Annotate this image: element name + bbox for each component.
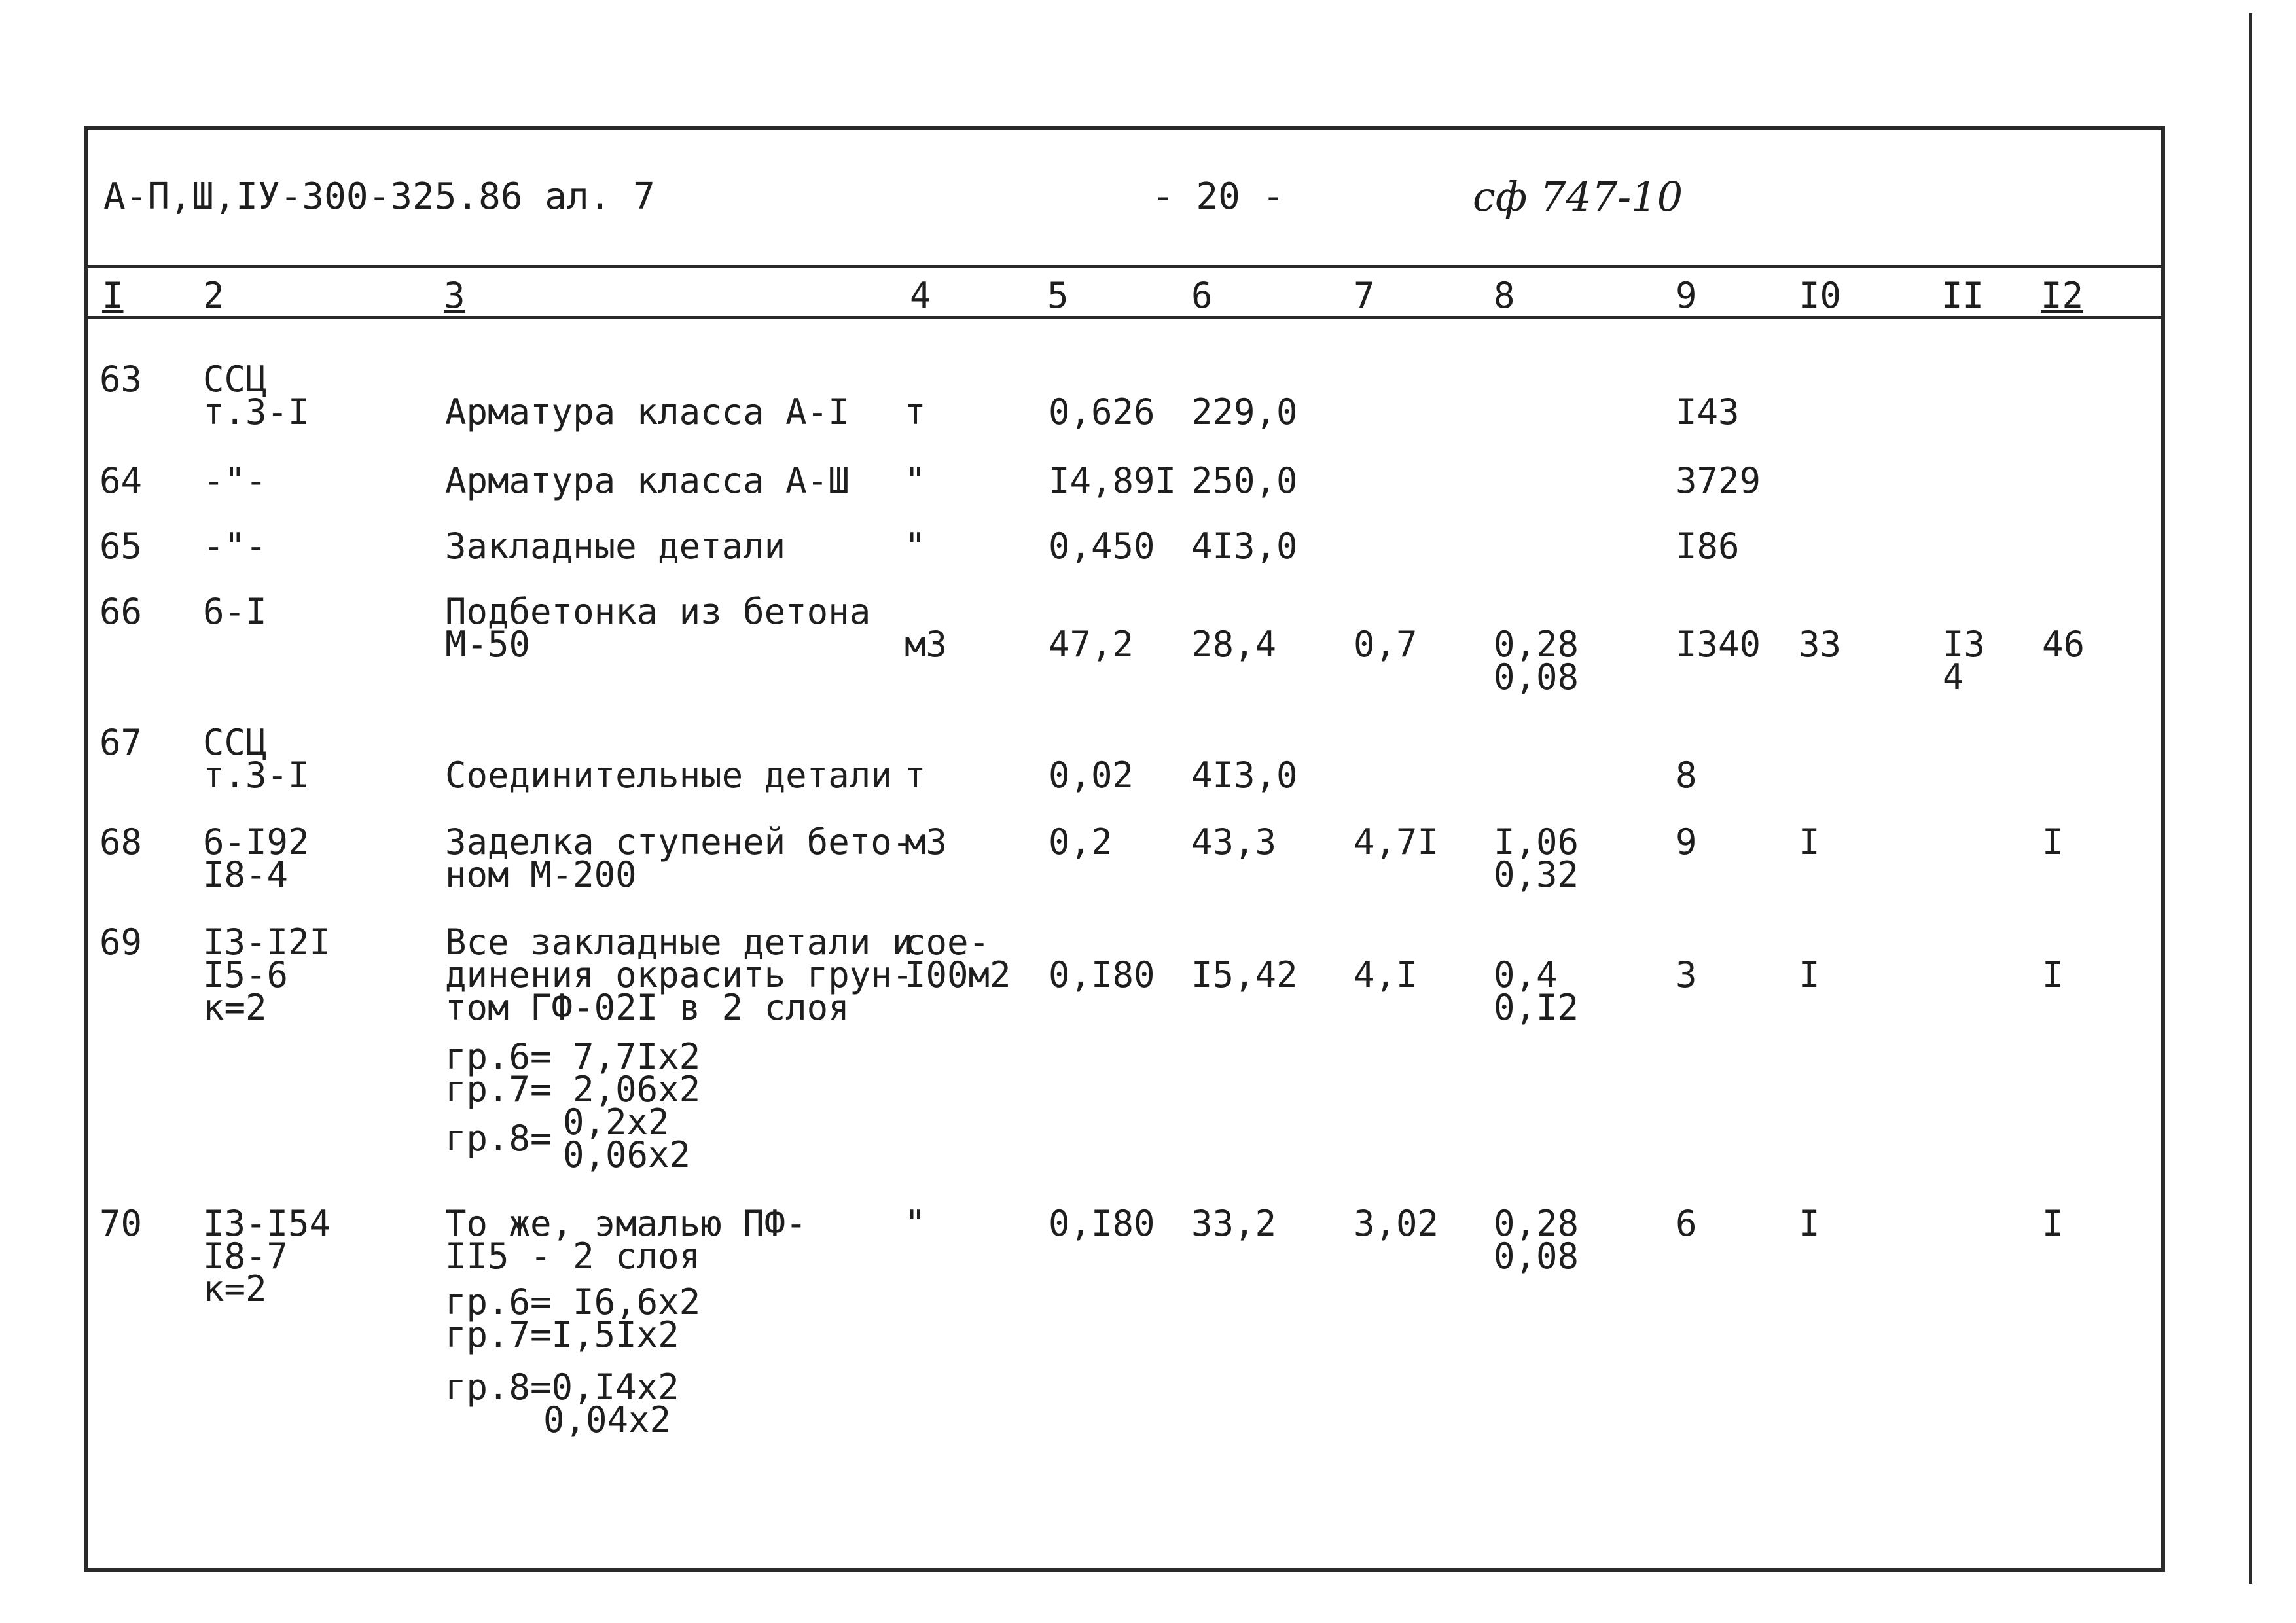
row-63-col-5: 0,626 bbox=[1049, 391, 1155, 433]
row-64-col-9: 3729 bbox=[1676, 460, 1761, 501]
row-70-col-3: То же, эмалью ПФ- II5 - 2 слоя bbox=[445, 1203, 807, 1277]
row-66-col-11: I3 4 bbox=[1943, 624, 1986, 698]
row-66-col-8: 0,28 0,08 bbox=[1494, 624, 1579, 698]
row-68-col-8: I,06 0,32 bbox=[1494, 821, 1579, 895]
row-66-col-4: м3 bbox=[905, 624, 948, 665]
row-70-col-8: 0,28 0,08 bbox=[1494, 1203, 1579, 1277]
row-66-col-7: 0,7 bbox=[1354, 624, 1418, 665]
document-code: А-П,Ш,IУ-300-325.86 ал. 7 bbox=[103, 175, 655, 218]
row-70-col-4: " bbox=[905, 1203, 926, 1244]
row-70-col-2: I3-I54 I8-7 к=2 bbox=[203, 1203, 331, 1310]
row-68-col-10: I bbox=[1799, 821, 1820, 863]
page-number: - 20 - bbox=[1152, 175, 1285, 218]
row-65-col-3: Закладные детали bbox=[445, 526, 786, 567]
row-69-col-3: Все закладные детали и динения окрасить грун- том ГФ-02I в 2 слоя bbox=[445, 921, 914, 1028]
column-header-4: 4 bbox=[910, 275, 931, 316]
row-63-col-2: ССЦ т.3-I bbox=[203, 359, 310, 433]
row-68-col-12: I bbox=[2042, 821, 2064, 863]
row-69-col-5: 0,I80 bbox=[1049, 954, 1155, 995]
row-66-col-5: 47,2 bbox=[1049, 624, 1134, 665]
row-63-col-9: I43 bbox=[1676, 391, 1740, 433]
row-64-col-1: 64 bbox=[99, 460, 143, 501]
row-68-col-2: 6-I92 I8-4 bbox=[203, 821, 310, 895]
row-69-col-8: 0,4 0,I2 bbox=[1494, 954, 1579, 1028]
column-header-7: 7 bbox=[1354, 275, 1375, 316]
row-66-col-2: 6-I bbox=[203, 591, 267, 632]
row-69-col-9: 3 bbox=[1676, 954, 1697, 995]
table-frame bbox=[84, 126, 2165, 1572]
row-69-note: 0,06х2 bbox=[563, 1134, 691, 1175]
row-68-col-6: 43,3 bbox=[1191, 821, 1277, 863]
row-64-col-2: -"- bbox=[203, 460, 267, 501]
column-header-9: 9 bbox=[1676, 275, 1697, 316]
row-63-col-4: т bbox=[905, 391, 926, 433]
row-67-col-2: ССЦ т.3-I bbox=[203, 722, 310, 796]
row-65-col-6: 4I3,0 bbox=[1191, 526, 1298, 567]
row-70-col-5: 0,I80 bbox=[1049, 1203, 1155, 1244]
row-69-note: гр.8= bbox=[445, 1118, 552, 1159]
row-68-col-1: 68 bbox=[99, 821, 143, 863]
row-70-note: 0,04х2 bbox=[543, 1399, 672, 1440]
row-66-col-12: 46 bbox=[2042, 624, 2085, 665]
column-header-6: 6 bbox=[1191, 275, 1213, 316]
row-70-col-9: 6 bbox=[1676, 1203, 1697, 1244]
row-70-col-6: 33,2 bbox=[1191, 1203, 1277, 1244]
row-69-col-7: 4,I bbox=[1354, 954, 1418, 995]
column-header-10: I0 bbox=[1799, 275, 1842, 316]
column-header-12: I2 bbox=[2041, 275, 2084, 316]
row-68-col-5: 0,2 bbox=[1049, 821, 1113, 863]
row-69-col-6: I5,42 bbox=[1191, 954, 1298, 995]
row-67-col-4: т bbox=[905, 755, 926, 796]
row-70-col-1: 70 bbox=[99, 1203, 143, 1244]
row-66-col-9: I340 bbox=[1676, 624, 1761, 665]
row-69-col-10: I bbox=[1799, 954, 1820, 995]
row-70-note: гр.8=0,I4х2 bbox=[445, 1366, 679, 1408]
row-67-col-6: 4I3,0 bbox=[1191, 755, 1298, 796]
row-66-col-10: 33 bbox=[1799, 624, 1842, 665]
row-67-col-5: 0,02 bbox=[1049, 755, 1134, 796]
row-70-col-10: I bbox=[1799, 1203, 1820, 1244]
row-68-col-9: 9 bbox=[1676, 821, 1697, 863]
header-rule-top bbox=[84, 265, 2165, 268]
row-63-col-6: 229,0 bbox=[1191, 391, 1298, 433]
row-69-col-2: I3-I2I I5-6 к=2 bbox=[203, 921, 331, 1028]
row-65-col-2: -"- bbox=[203, 526, 267, 567]
row-66-col-6: 28,4 bbox=[1191, 624, 1277, 665]
row-68-col-3: Заделка ступеней бето- ном М-200 bbox=[445, 821, 914, 895]
row-64-col-3: Арматура класса А-Ш bbox=[445, 460, 850, 501]
column-header-3: 3 bbox=[444, 275, 465, 316]
column-header-2: 2 bbox=[203, 275, 224, 316]
row-65-col-9: I86 bbox=[1676, 526, 1740, 567]
row-64-col-5: I4,89I bbox=[1049, 460, 1177, 501]
row-66-col-1: 66 bbox=[99, 591, 143, 632]
handwritten-signature: cф 747-10 bbox=[1473, 173, 1683, 221]
row-69-note: гр.7= 2,06х2 bbox=[445, 1069, 701, 1110]
row-66-col-3: Подбетонка из бетона М-50 bbox=[445, 591, 871, 665]
row-68-col-4: м3 bbox=[905, 821, 948, 863]
header-rule-bottom bbox=[84, 316, 2165, 319]
row-63-col-3: Арматура класса А-I bbox=[445, 391, 850, 433]
row-69-note: гр.6= 7,7Iх2 bbox=[445, 1036, 701, 1077]
row-69-col-1: 69 bbox=[99, 921, 143, 963]
row-65-col-5: 0,450 bbox=[1049, 526, 1155, 567]
row-70-col-12: I bbox=[2042, 1203, 2064, 1244]
row-64-col-4: " bbox=[905, 460, 926, 501]
row-64-col-6: 250,0 bbox=[1191, 460, 1298, 501]
row-65-col-4: " bbox=[905, 526, 926, 567]
row-70-note: гр.6= I6,6х2 bbox=[445, 1281, 701, 1323]
page-edge-line bbox=[2249, 13, 2252, 1584]
row-70-note: гр.7=I,5Iх2 bbox=[445, 1314, 679, 1355]
column-header-11: II bbox=[1941, 275, 1984, 316]
row-67-col-9: 8 bbox=[1676, 755, 1697, 796]
row-68-col-7: 4,7I bbox=[1354, 821, 1439, 863]
column-header-5: 5 bbox=[1047, 275, 1069, 316]
row-67-col-1: 67 bbox=[99, 722, 143, 763]
row-70-col-7: 3,02 bbox=[1354, 1203, 1439, 1244]
column-header-1: I bbox=[102, 275, 124, 316]
row-65-col-1: 65 bbox=[99, 526, 143, 567]
row-69-col-12: I bbox=[2042, 954, 2064, 995]
row-69-col-4: сое- I00м2 bbox=[905, 921, 1011, 995]
row-69-note: 0,2х2 bbox=[563, 1101, 670, 1143]
row-63-col-1: 63 bbox=[99, 359, 143, 400]
row-67-col-3: Соединительные детали bbox=[445, 755, 892, 796]
column-header-8: 8 bbox=[1494, 275, 1515, 316]
